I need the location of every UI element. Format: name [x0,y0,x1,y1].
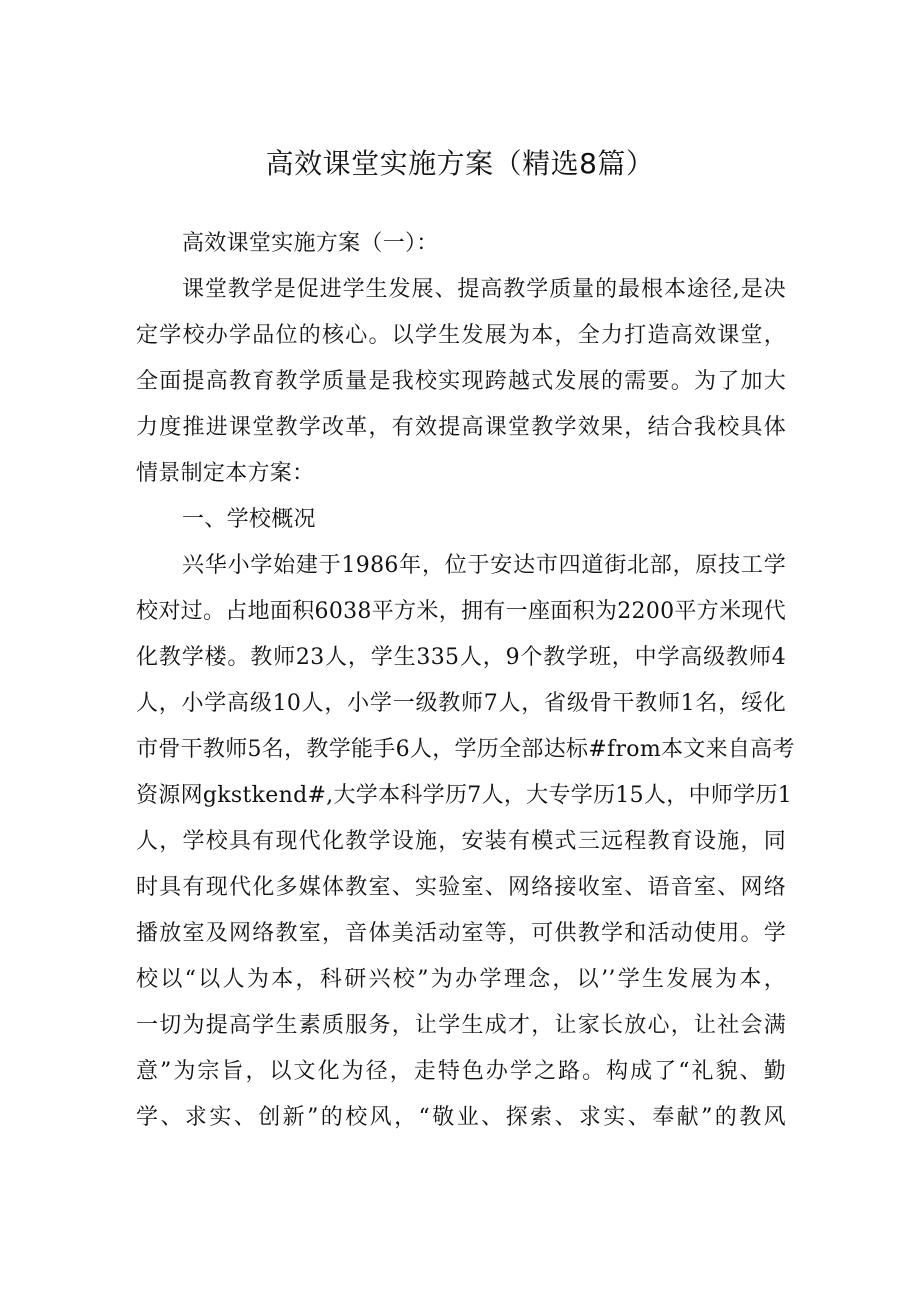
overview-line: 人，学校具有现代化教学设施，安装有模式三远程教育设施，同 [136,829,786,854]
overview-line: 化教学楼。教师23人，学生335人，9个教学班，中学高级教师4 [136,645,786,670]
subheading: 一、学校概况 [182,507,316,532]
overview-line: 市骨干教师5名，教学能手6人，学历全部达标#from本文来自高考 [136,737,795,762]
overview-line: 资源网gkstkend#,大学本科学历7人，大专学历15人，中师学历1 [136,783,793,808]
overview-line: 校以“以人为本，科研兴校”为办学理念，以’’学生发展为本， [136,967,786,992]
overview-line: 时具有现代化多媒体教室、实验室、网络接收室、语音室、网络 [136,875,786,900]
intro-line: 全面提高教育教学质量是我校实现跨越式发展的需要。为了加大 [136,369,786,394]
overview-line: 意”为宗旨，以文化为径，走特色办学之路。构成了“礼貌、勤 [136,1059,786,1084]
document-body [136,221,795,1141]
intro-line: 定学校办学品位的核心。以学生发展为本，全力打造高效课堂， [136,323,786,348]
intro-line: 情景制定本方案： [136,461,315,486]
document-title: 高效课堂实施方案（精选8篇） [265,147,655,180]
overview-line: 播放室及网络教室，音体美活动室等，可供教学和活动使用。学 [136,921,786,946]
overview-line: 校对过。占地面积6038平方米，拥有一座面积为2200平方米现代 [136,599,786,624]
overview-line: 人，小学高级10人，小学一级教师7人，省级骨干教师1名，绥化 [136,691,786,716]
section-heading: 高效课堂实施方案（一）： [182,231,439,256]
overview-line: 一切为提高学生素质服务，让学生成才，让家长放心，让社会满 [136,1013,786,1038]
overview-line: 学、求实、创新”的校风，“敬业、探索、求实、奉献”的教风 [136,1105,786,1130]
overview-line: 兴华小学始建于1986年，位于安达市四道街北部，原技工学 [182,553,786,578]
intro-line: 课堂教学是促进学生发展、提高教学质量的最根本途径,是决 [182,277,786,302]
intro-line: 力度推进课堂教学改革，有效提高课堂教学效果，结合我校具体 [136,415,786,440]
